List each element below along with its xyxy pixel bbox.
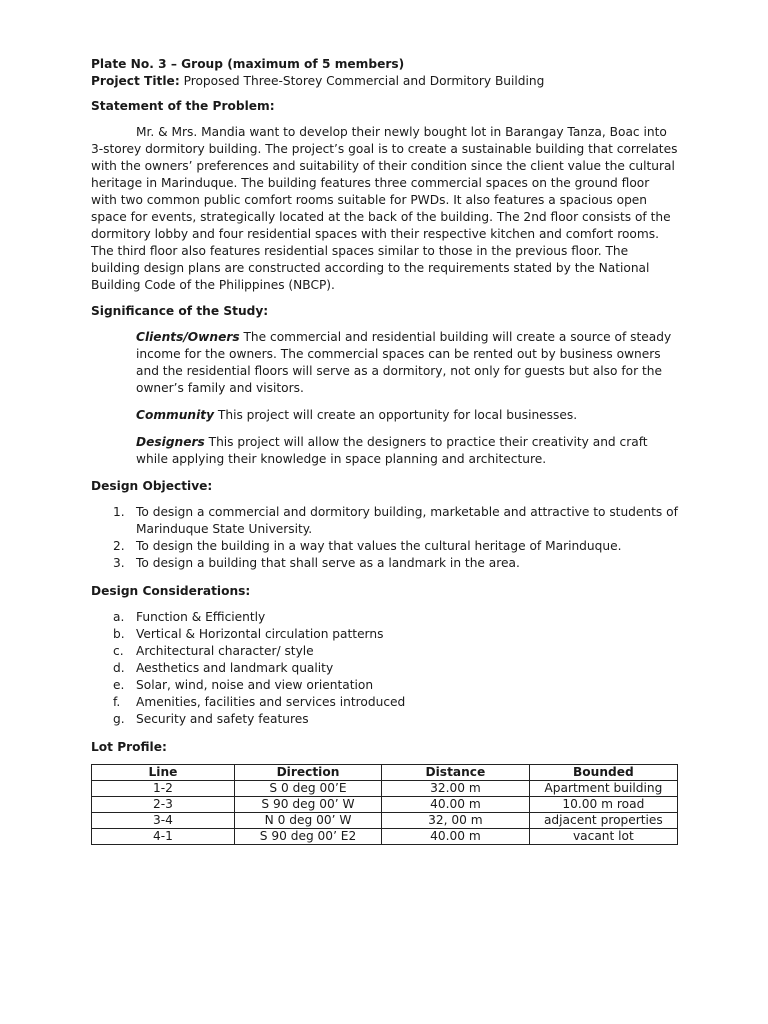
list-marker: e. <box>113 678 125 692</box>
consideration-text: Security and safety features <box>136 712 309 726</box>
list-marker: 1. <box>113 505 125 519</box>
significance-text: This project will create an opportunity for local businesses. <box>217 408 578 422</box>
cell-bounded: adjacent properties <box>529 813 677 829</box>
table-row <box>92 797 678 813</box>
cell-line: 3-4 <box>92 813 235 829</box>
list-marker: 3. <box>113 556 125 570</box>
objective-heading: Design Objective: <box>91 479 213 493</box>
table-row <box>92 781 678 797</box>
project-title-value: Proposed Three-Storey Commercial and Dormitory Building <box>183 74 545 88</box>
significance-term: Clients/Owners <box>136 330 240 344</box>
column-header-line: Line <box>92 765 235 781</box>
consideration-text: Aesthetics and landmark quality <box>136 661 334 675</box>
consideration-item <box>91 677 678 694</box>
consideration-item <box>91 660 678 677</box>
significance-item <box>91 434 678 468</box>
table-header-row <box>92 765 678 781</box>
consideration-item <box>91 711 678 728</box>
cell-bounded: vacant lot <box>529 829 677 845</box>
consideration-text: Amenities, facilities and services introduced <box>136 695 406 709</box>
cell-distance: 40.00 m <box>382 829 530 845</box>
significance-term: Community <box>136 408 215 422</box>
column-header-direction: Direction <box>234 765 381 781</box>
consideration-item <box>91 694 678 711</box>
consideration-text: Solar, wind, noise and view orientation <box>136 678 374 692</box>
column-header-distance: Distance <box>382 765 530 781</box>
consideration-item <box>91 609 678 626</box>
project-title-label: Project Title: <box>91 74 180 88</box>
objective-text: To design a commercial and dormitory building, marketable and attractive to students of Marinduque State University. <box>136 505 678 536</box>
column-header-bounded: Bounded <box>529 765 677 781</box>
list-marker: b. <box>113 627 125 641</box>
lot-profile-heading: Lot Profile: <box>91 740 167 754</box>
cell-line: 2-3 <box>92 797 235 813</box>
objective-text: To design the building in a way that values the cultural heritage of Marinduque. <box>136 539 622 553</box>
cell-distance: 40.00 m <box>382 797 530 813</box>
objective-item <box>91 504 678 538</box>
cell-bounded: 10.00 m road <box>529 797 677 813</box>
considerations-heading: Design Considerations: <box>91 584 251 598</box>
problem-paragraph: Mr. & Mrs. Mandia want to develop their newly bought lot in Barangay Tanza, Boac into 3-storey dormitory building. The project’s goal is to create a sustainable building that correlates with the owners’ preferences and suitability of their condition since the client value the cultural heritage in Marinduque. The building features three commercial spaces on the ground floor with two common public comfort rooms suitable for PWDs. It also features a spacious open space for events, strategically located at the back of the building. The 2nd floor consists of the dormitory lobby and four residential spaces with their respective kitchen and comfort rooms. The third floor also features residential spaces similar to those in the previous floor. The building design plans are constructed according to the requirements stated by the National Building Code of the Philippines (NBCP). <box>91 125 678 292</box>
cell-direction: N 0 deg 00’ W <box>234 813 381 829</box>
cell-direction: S 90 deg 00’ E2 <box>234 829 381 845</box>
cell-distance: 32, 00 m <box>382 813 530 829</box>
significance-text: The commercial and residential building will create a source of steady income for the owners. The commercial spaces can be rented out by business owners and the residential floors will serve as a dormitory, not only for guests but also for the owner’s family and visitors. <box>136 330 672 395</box>
cell-line: 4-1 <box>92 829 235 845</box>
table-row <box>92 829 678 845</box>
cell-bounded: Apartment building <box>529 781 677 797</box>
significance-term: Designers <box>136 435 205 449</box>
cell-direction: S 0 deg 00’E <box>234 781 381 797</box>
significance-item <box>91 329 678 397</box>
significance-text: This project will allow the designers to practice their creativity and craft while applying their knowledge in space planning and architecture. <box>136 435 648 466</box>
project-title-line <box>91 73 678 90</box>
table-row <box>92 813 678 829</box>
list-marker: 2. <box>113 539 125 553</box>
cell-line: 1-2 <box>92 781 235 797</box>
list-marker: a. <box>113 610 125 624</box>
objective-item <box>91 555 678 572</box>
lot-profile-table <box>91 764 678 845</box>
list-marker: d. <box>113 661 125 675</box>
consideration-text: Architectural character/ style <box>136 644 314 658</box>
significance-item <box>91 407 678 424</box>
problem-heading: Statement of the Problem: <box>91 99 275 113</box>
significance-heading: Significance of the Study: <box>91 304 269 318</box>
objective-list <box>91 504 678 572</box>
list-marker: f. <box>113 695 121 709</box>
consideration-item <box>91 643 678 660</box>
cell-distance: 32.00 m <box>382 781 530 797</box>
list-marker: c. <box>113 644 124 658</box>
considerations-list <box>91 609 678 728</box>
list-marker: g. <box>113 712 125 726</box>
cell-direction: S 90 deg 00’ W <box>234 797 381 813</box>
objective-text: To design a building that shall serve as a landmark in the area. <box>136 556 520 570</box>
consideration-item <box>91 626 678 643</box>
consideration-text: Function & Efficiently <box>136 610 266 624</box>
consideration-text: Vertical & Horizontal circulation patterns <box>136 627 384 641</box>
plate-label: Plate No. 3 – Group (maximum of 5 members) <box>91 57 405 71</box>
objective-item <box>91 538 678 555</box>
